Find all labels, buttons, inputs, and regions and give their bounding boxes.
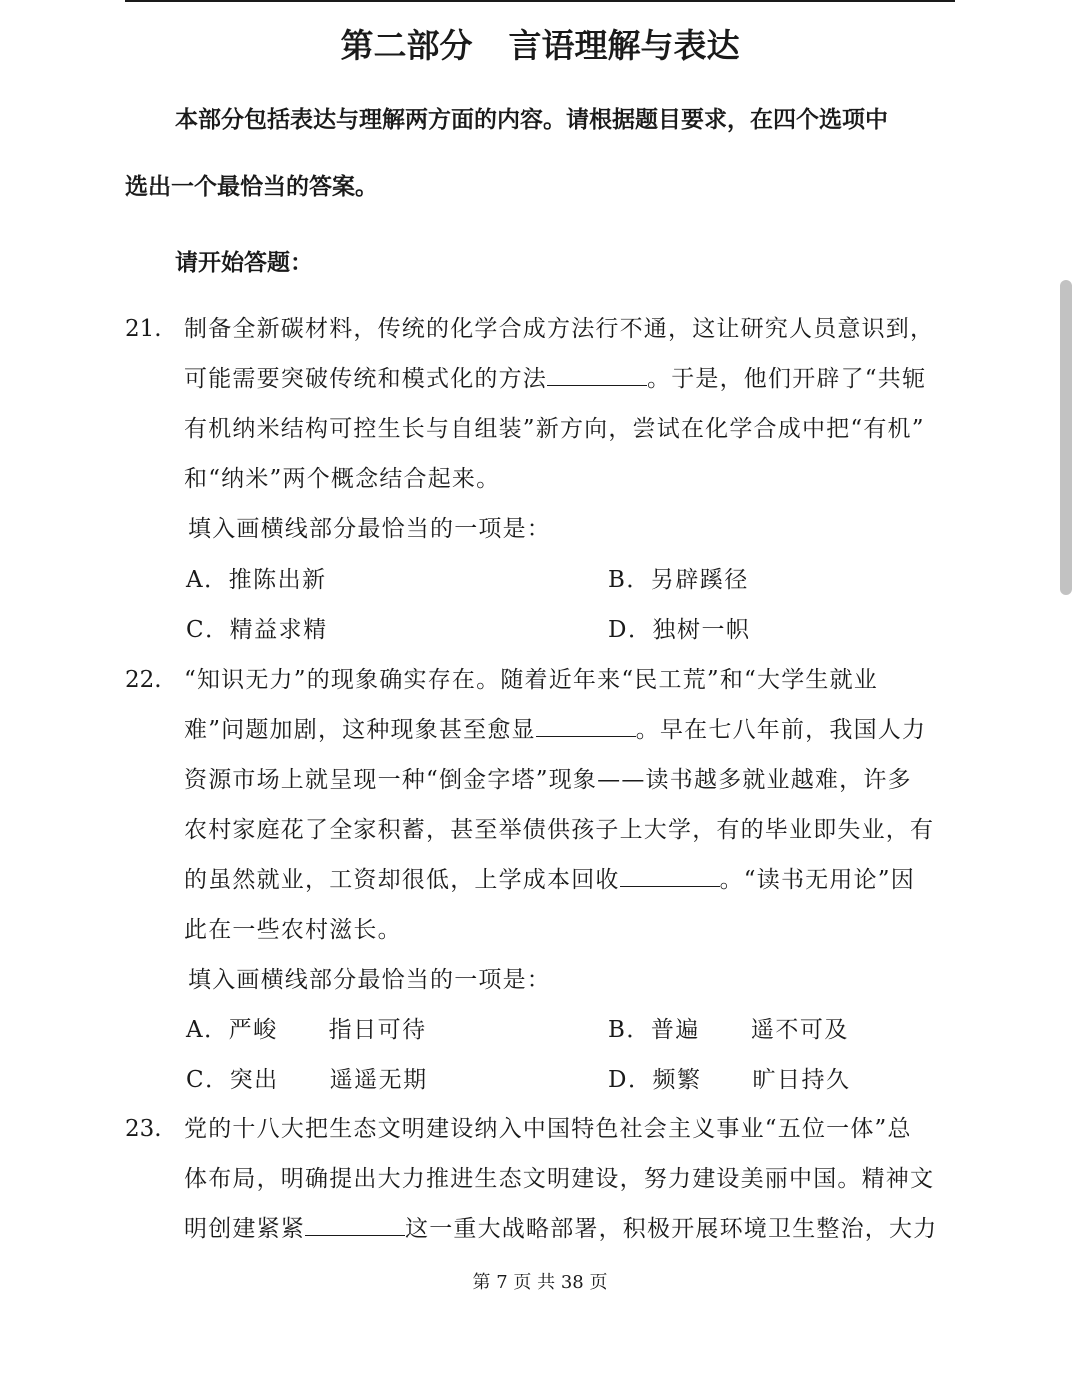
scrollbar-thumb[interactable] [1060, 280, 1072, 595]
question-23-line: 党的十八大把生态文明建设纳入中国特色社会主义事业“五位一体”总 [184, 1116, 912, 1142]
question-22-line: 此在一些农村滋长。 [184, 917, 402, 943]
intro-line-1: 本部分包括表达与理解两方面的内容。请根据题目要求，在四个选项中 [175, 107, 888, 133]
question-21-line: 有机纳米结构可控生长与自组装”新方向，尝试在化学合成中把“有机” [184, 416, 925, 442]
question-22-line: 的虽然就业，工资却很低，上学成本回收 。“读书无用论”因 [184, 864, 955, 896]
intro-line-2: 选出一个最恰当的答案。 [125, 174, 378, 200]
question-21-option-b[interactable]: B．另辟蹊径 [608, 567, 749, 593]
section-title [0, 24, 1080, 68]
answer-blank [547, 363, 647, 386]
question-22-option-d[interactable]: D．频繁 旷日持久 [608, 1067, 851, 1093]
question-22-option-a[interactable]: A．严峻 指日可待 [186, 1017, 427, 1043]
question-21-number: 21. [125, 316, 162, 342]
start-prompt: 请开始答题： [175, 250, 313, 276]
question-21-option-a[interactable]: A．推陈出新 [186, 567, 327, 593]
answer-blank [620, 864, 720, 887]
section-title-name: 言语理解与表达 [508, 26, 740, 65]
question-22-option-c[interactable]: C．突出 遥遥无期 [186, 1067, 428, 1093]
question-21-line: 制备全新碳材料，传统的化学合成方法行不通，这让研究人员意识到， [184, 316, 935, 342]
question-23-line: 明创建紧紧 这一重大战略部署，积极开展环境卫生整治，大力 [184, 1213, 955, 1245]
question-21-option-d[interactable]: D．独树一帜 [608, 617, 751, 643]
question-21-option-c[interactable]: C．精益求精 [186, 617, 328, 643]
section-title-part: 第二部分 [340, 26, 473, 65]
question-21-prompt: 填入画横线部分最恰当的一项是： [188, 516, 551, 542]
question-22-prompt: 填入画横线部分最恰当的一项是： [188, 967, 551, 993]
question-21-line: 和“纳米”两个概念结合起来。 [184, 466, 501, 492]
page-footer: 第 7 页 共 38 页 [472, 1272, 608, 1293]
question-22-number: 22. [125, 667, 162, 693]
question-23-line: 体布局，明确提出大力推进生态文明建设，努力建设美丽中国。精神文 [184, 1166, 935, 1192]
question-22-line: 农村家庭花了全家积蓄，甚至举债供孩子上大学，有的毕业即失业，有 [184, 817, 935, 843]
top-rule [125, 0, 955, 2]
question-22-line: “知识无力”的现象确实存在。随着近年来“民工荒”和“大学生就业 [184, 667, 878, 693]
answer-blank [305, 1213, 405, 1236]
question-21-line: 可能需要突破传统和模式化的方法 。于是，他们开辟了“共轭 [184, 363, 955, 395]
answer-blank [536, 714, 636, 737]
question-22-line: 难”问题加剧，这种现象甚至愈显 。早在七八年前，我国人力 [184, 714, 955, 746]
question-22-line: 资源市场上就呈现一种“倒金字塔”现象——读书越多就业越难，许多 [184, 767, 912, 793]
question-23-number: 23. [125, 1116, 162, 1142]
question-22-option-b[interactable]: B．普遍 遥不可及 [608, 1017, 849, 1043]
